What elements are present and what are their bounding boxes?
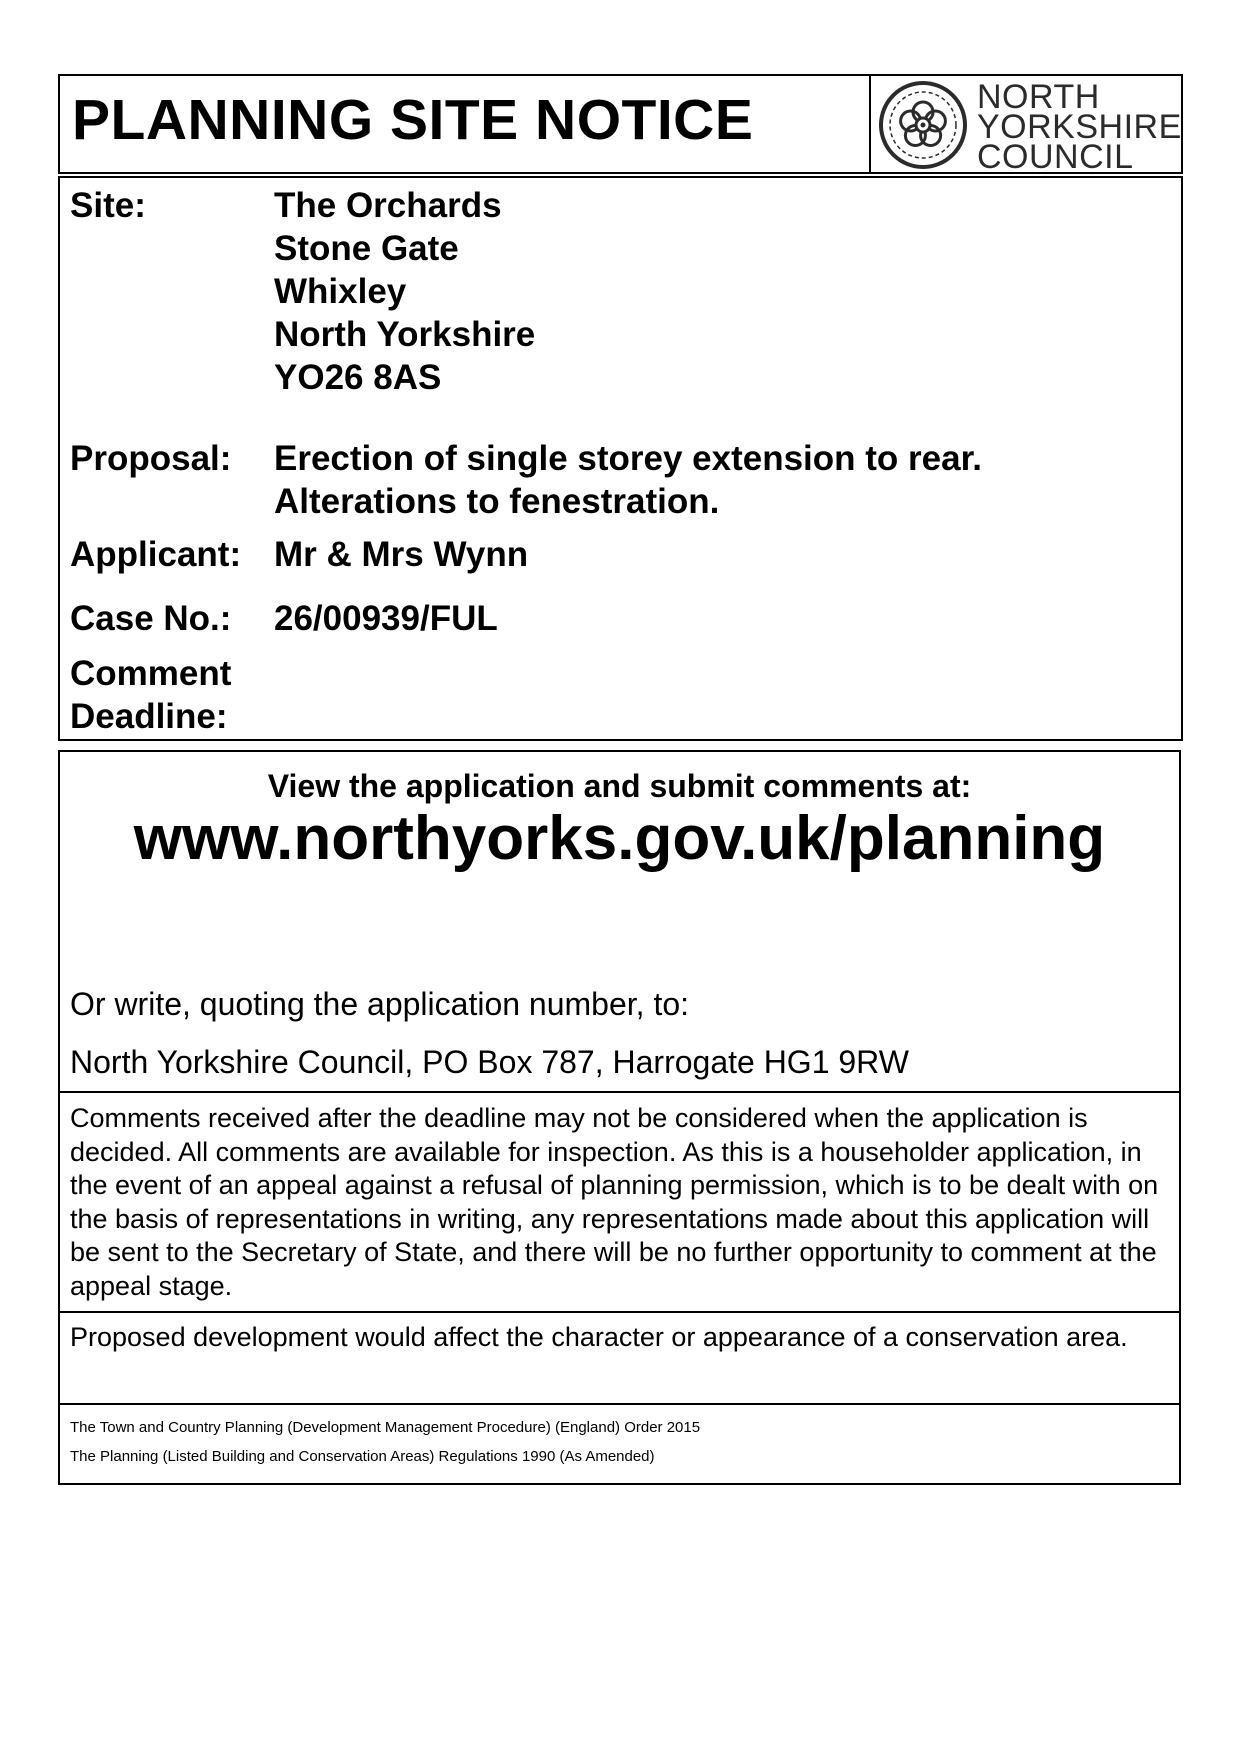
applicant-label: Applicant: [70,535,242,574]
proposal-text [274,437,982,523]
postal-address: North Yorkshire Council, PO Box 787, Harrogate HG1 9RW [70,1044,909,1080]
logo-text-north: NORTH [977,78,1100,116]
site-line: YO26 8AS [274,358,442,397]
council-logo [869,76,1185,176]
notice-header [58,74,1183,174]
comment-section [58,750,1181,1485]
deadline-label-line: Comment [70,654,232,693]
logo-text-council: COUNCIL [977,138,1134,176]
legal-reference: The Planning (Listed Building and Conservation Areas) Regulations 1990 (As Amended) [70,1448,655,1465]
comment-notes: Comments received after the deadline may not be considered when the application is decided. All comments are available for inspection. As this is a householder application, in the event of an appeal against a refusal of planning permission, which is to be dealt with on the basis of representations in writing, any representations made about this application will be sent to the Secretary of State, and there will be no further opportunity to comment at the appeal stage. [70,1103,1159,1301]
view-application-text: View the application and submit comments at: [267,768,972,804]
case-number-label: Case No.: [70,599,232,638]
write-instructions: Or write, quoting the application number, to: [70,986,690,1022]
yorkshire-rose-icon [877,79,969,171]
site-address [274,184,535,399]
proposal-line: Erection of single storey extension to rear. [274,439,982,478]
site-label: Site: [70,186,146,225]
case-number: 26/00939/FUL [274,599,498,638]
logo-text-yorkshire: YORKSHIRE [977,108,1182,146]
legal-reference: The Town and Country Planning (Development Management Procedure) (England) Order 2015 [70,1419,701,1436]
site-line: Stone Gate [274,229,459,268]
site-line: Whixley [274,272,407,311]
proposal-label: Proposal: [70,439,232,478]
divider [60,1311,1179,1313]
conservation-notice: Proposed development would affect the character or appearance of a conservation area. [70,1322,1128,1352]
divider [60,1403,1179,1405]
proposal-line: Alterations to fenestration. [274,482,720,521]
applicant-name: Mr & Mrs Wynn [274,535,529,574]
page-title: PLANNING SITE NOTICE [72,88,754,152]
deadline-label-line: Deadline: [70,697,228,736]
site-line: North Yorkshire [274,315,536,354]
site-line: The Orchards [274,186,502,225]
planning-website-link[interactable]: www.northyorks.gov.uk/planning [133,804,1106,873]
deadline-label [70,652,231,738]
divider [60,1091,1179,1093]
site-details [58,176,1183,741]
